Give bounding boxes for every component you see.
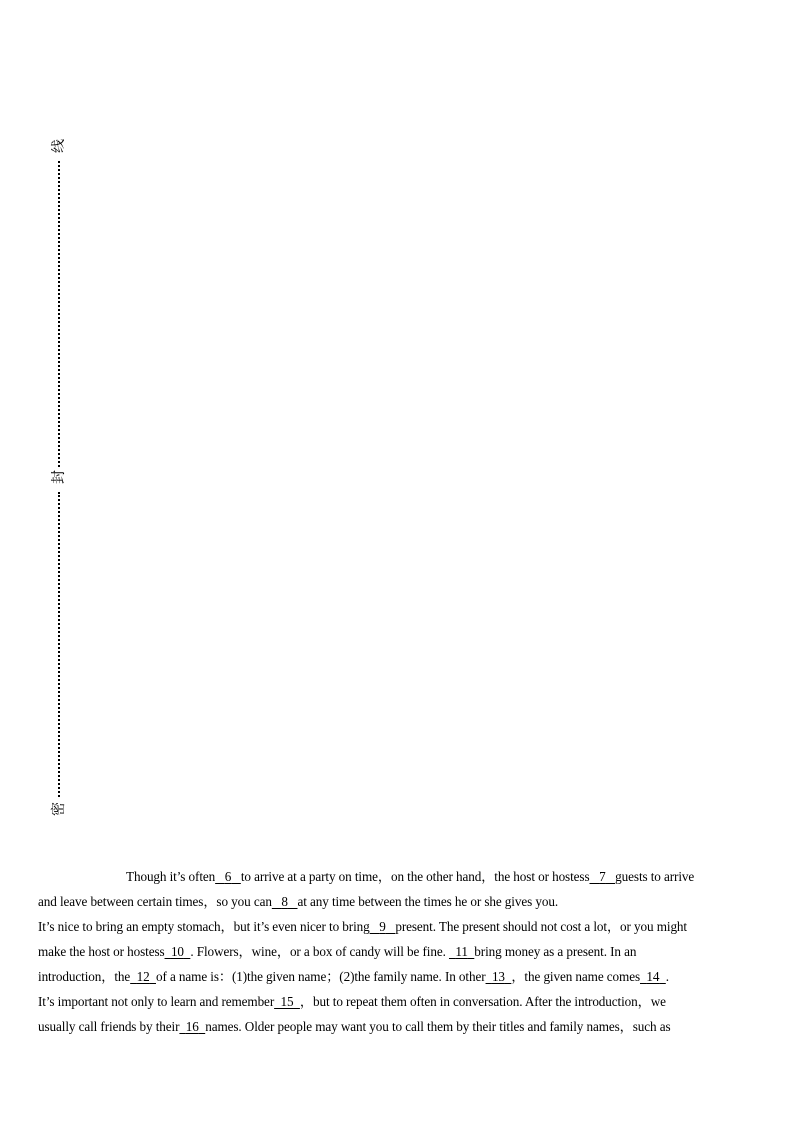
blank-8[interactable]: 8	[281, 894, 288, 909]
passage-line	[38, 864, 758, 889]
passage-text: introduction，the	[38, 969, 131, 984]
passage-text: of a name is：(1)the given name；(2)the family name. In other	[155, 969, 486, 984]
binding-char-bottom: 密	[51, 802, 67, 816]
dotted-line-upper	[58, 161, 60, 467]
passage-text: make the host or hostess	[38, 944, 165, 959]
blank-16[interactable]: 16	[185, 1019, 199, 1034]
blank-15[interactable]: 15	[280, 994, 294, 1009]
blank-6[interactable]: 6	[224, 869, 232, 884]
passage-text: names. Older people may want you to call them by their titles and family names，such as	[205, 1019, 671, 1034]
binding-char-top: 线	[51, 139, 67, 153]
passage-text: .	[665, 969, 669, 984]
passage-line	[38, 914, 758, 939]
passage-text: . Flowers，wine，or a box of candy will be fine.	[190, 944, 449, 959]
passage-text: bring money as a present. In an	[474, 944, 637, 959]
passage-text: Though it’s often	[126, 869, 216, 884]
passage-text: guests to arrive	[615, 869, 695, 884]
blank-12[interactable]: 12	[136, 969, 150, 984]
blank-11[interactable]: 11	[455, 944, 468, 959]
blank-9[interactable]: 9	[379, 919, 386, 934]
passage-text: at any time between the times he or she gives you.	[297, 894, 559, 909]
cloze-passage	[38, 864, 758, 1039]
binding-char-middle: 封	[51, 470, 67, 484]
blank-14[interactable]: 14	[646, 969, 660, 984]
blank-13[interactable]: 13	[491, 969, 505, 984]
binding-margin	[50, 135, 70, 825]
passage-line	[38, 1014, 758, 1039]
blank-10[interactable]: 10	[170, 944, 184, 959]
blank-7[interactable]: 7	[599, 869, 606, 884]
passage-text: It’s important not only to learn and remember	[38, 994, 275, 1009]
dotted-line-lower	[58, 492, 60, 797]
passage-text: usually call friends by their	[38, 1019, 180, 1034]
passage-text: to arrive at a party on time，on the other hand，the host or hostess	[240, 869, 590, 884]
passage-text: and leave between certain times，so you can	[38, 894, 272, 909]
passage-line	[38, 939, 758, 964]
passage-line	[38, 964, 758, 989]
passage-text: present. The present should not cost a lot，or you might	[395, 919, 687, 934]
passage-text: ，but to repeat them often in conversation. After the introduction，we	[299, 994, 666, 1009]
passage-line	[38, 889, 758, 914]
passage-text: ，the given name comes	[511, 969, 640, 984]
passage-text: It’s nice to bring an empty stomach，but it’s even nicer to bring	[38, 919, 370, 934]
passage-line	[38, 989, 758, 1014]
